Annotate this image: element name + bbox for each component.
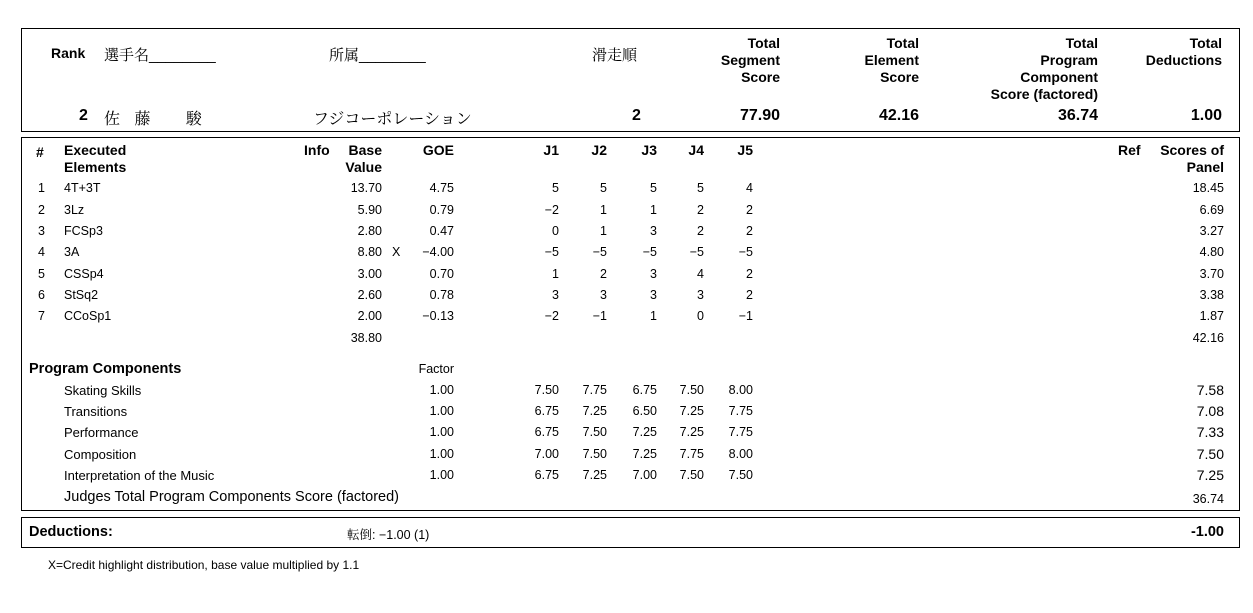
component-j3: 6.75 bbox=[632, 383, 657, 397]
element-num: 1 bbox=[38, 181, 45, 195]
element-j4: 3 bbox=[697, 288, 704, 302]
element-j2: −5 bbox=[592, 245, 607, 259]
component-j2: 7.25 bbox=[582, 468, 607, 482]
component-j3: 7.00 bbox=[632, 468, 657, 482]
element-j5: −5 bbox=[738, 245, 753, 259]
element-j5: 2 bbox=[746, 288, 753, 302]
element-name: CCoSp1 bbox=[64, 309, 112, 323]
element-j4: 2 bbox=[697, 203, 704, 217]
deductions-label: Total Deductions bbox=[1145, 35, 1222, 68]
skater-name: 佐 藤 駿 bbox=[104, 111, 207, 128]
element-j2: 1 bbox=[600, 224, 607, 238]
col-j5-header: J5 bbox=[737, 142, 753, 158]
element-num: 2 bbox=[38, 203, 45, 217]
element-j3: 3 bbox=[650, 288, 657, 302]
deductions-value: 1.00 bbox=[1190, 107, 1222, 124]
component-name: Performance bbox=[64, 425, 139, 440]
element-goe: −0.13 bbox=[422, 309, 454, 323]
col-goe-header: GOE bbox=[422, 142, 454, 158]
component-j5: 7.75 bbox=[728, 404, 753, 418]
element-panel-score: 3.27 bbox=[1199, 224, 1224, 238]
tes-value: 42.16 bbox=[878, 107, 919, 124]
element-goe: −4.00 bbox=[422, 245, 454, 259]
element-num: 3 bbox=[38, 224, 45, 238]
component-score: 7.58 bbox=[1196, 382, 1224, 398]
components-total-label: Judges Total Program Components Score (factored) bbox=[64, 489, 400, 505]
component-j4: 7.50 bbox=[679, 468, 704, 482]
component-j3: 7.25 bbox=[632, 425, 657, 439]
element-j2: 3 bbox=[600, 288, 607, 302]
element-j4: 2 bbox=[697, 224, 704, 238]
club-name: フジコーポレーション bbox=[313, 111, 472, 128]
element-j1: 3 bbox=[552, 288, 559, 302]
element-j3: 3 bbox=[650, 224, 657, 238]
col-j3-header: J3 bbox=[641, 142, 657, 158]
elements-panel-total: 42.16 bbox=[1192, 331, 1224, 345]
component-name: Skating Skills bbox=[64, 383, 142, 398]
element-num: 6 bbox=[38, 288, 45, 302]
component-factor: 1.00 bbox=[429, 468, 454, 482]
component-j1: 7.00 bbox=[534, 447, 559, 461]
element-name: 3A bbox=[64, 245, 80, 259]
component-j4: 7.50 bbox=[679, 383, 704, 397]
component-j4: 7.25 bbox=[679, 425, 704, 439]
element-j5: 2 bbox=[746, 267, 753, 281]
element-j5: 4 bbox=[746, 181, 753, 195]
element-x-mark: X bbox=[392, 245, 401, 259]
element-j1: −2 bbox=[544, 203, 559, 217]
col-num-header: # bbox=[36, 144, 44, 160]
element-base: 13.70 bbox=[350, 181, 382, 195]
element-goe: 0.70 bbox=[429, 267, 454, 281]
element-num: 7 bbox=[38, 309, 45, 323]
element-j4: −5 bbox=[689, 245, 704, 259]
component-j5: 7.50 bbox=[728, 468, 753, 482]
component-j4: 7.75 bbox=[679, 447, 704, 461]
program-components-title: Program Components bbox=[29, 361, 182, 377]
rank-value: 2 bbox=[79, 107, 88, 124]
element-j3: 3 bbox=[650, 267, 657, 281]
element-goe: 0.47 bbox=[429, 224, 454, 238]
element-panel-score: 18.45 bbox=[1192, 181, 1224, 195]
element-base: 5.90 bbox=[357, 203, 382, 217]
col-info-header: Info bbox=[304, 142, 330, 158]
element-goe: 0.79 bbox=[429, 203, 454, 217]
component-name: Composition bbox=[64, 447, 137, 462]
component-score: 7.25 bbox=[1196, 467, 1224, 483]
component-name: Transitions bbox=[64, 404, 128, 419]
element-j1: 1 bbox=[552, 267, 559, 281]
element-base: 2.00 bbox=[357, 309, 382, 323]
element-goe: 4.75 bbox=[429, 181, 454, 195]
component-score: 7.33 bbox=[1196, 424, 1224, 440]
component-j5: 8.00 bbox=[728, 383, 753, 397]
rank-label: Rank bbox=[51, 45, 86, 61]
component-score: 7.50 bbox=[1196, 446, 1224, 462]
start-order-value: 2 bbox=[632, 107, 641, 124]
component-j4: 7.25 bbox=[679, 404, 704, 418]
tss-value: 77.90 bbox=[739, 107, 780, 124]
element-name: 4T+3T bbox=[64, 181, 101, 195]
element-base: 2.80 bbox=[357, 224, 382, 238]
component-j2: 7.25 bbox=[582, 404, 607, 418]
col-j2-header: J2 bbox=[591, 142, 607, 158]
component-score: 7.08 bbox=[1196, 403, 1224, 419]
element-name: 3Lz bbox=[64, 203, 85, 217]
component-j2: 7.75 bbox=[582, 383, 607, 397]
components-total-value: 36.74 bbox=[1192, 492, 1224, 506]
col-panel-header: Scores of Panel bbox=[1160, 142, 1224, 175]
club-label: 所属________ bbox=[329, 47, 426, 64]
element-j1: 0 bbox=[552, 224, 559, 238]
element-j4: 4 bbox=[697, 267, 704, 281]
component-factor: 1.00 bbox=[429, 447, 454, 461]
element-j5: 2 bbox=[746, 203, 753, 217]
component-j3: 7.25 bbox=[632, 447, 657, 461]
element-num: 4 bbox=[38, 245, 45, 259]
element-j1: 5 bbox=[552, 181, 559, 195]
element-name: FCSp3 bbox=[64, 224, 103, 238]
element-j2: −1 bbox=[592, 309, 607, 323]
pcs-value: 36.74 bbox=[1057, 107, 1098, 124]
element-base: 8.80 bbox=[357, 245, 382, 259]
element-j3: 1 bbox=[650, 309, 657, 323]
col-elements-header: Executed Elements bbox=[64, 142, 127, 175]
element-goe: 0.78 bbox=[429, 288, 454, 302]
col-j4-header: J4 bbox=[688, 142, 704, 158]
element-j2: 1 bbox=[600, 203, 607, 217]
deductions-box bbox=[21, 517, 1240, 548]
component-j1: 6.75 bbox=[534, 425, 559, 439]
name-label: 選手名________ bbox=[104, 47, 216, 64]
footnote: X=Credit highlight distribution, base value multiplied by 1.1 bbox=[48, 558, 360, 572]
element-panel-score: 3.70 bbox=[1199, 267, 1224, 281]
col-j1-header: J1 bbox=[543, 142, 559, 158]
tes-label: Total Element Score bbox=[864, 35, 919, 85]
deductions-title: Deductions: bbox=[29, 524, 113, 540]
factor-header: Factor bbox=[418, 362, 454, 376]
element-name: StSq2 bbox=[64, 288, 99, 302]
element-j4: 0 bbox=[697, 309, 704, 323]
element-j3: 1 bbox=[650, 203, 657, 217]
element-j1: −5 bbox=[544, 245, 559, 259]
element-panel-score: 6.69 bbox=[1199, 203, 1224, 217]
deductions-detail: 転倒: −1.00 (1) bbox=[347, 528, 430, 542]
deductions-total: -1.00 bbox=[1190, 524, 1224, 540]
component-j1: 7.50 bbox=[534, 383, 559, 397]
element-j3: −5 bbox=[642, 245, 657, 259]
element-j4: 5 bbox=[697, 181, 704, 195]
element-base: 3.00 bbox=[357, 267, 382, 281]
component-factor: 1.00 bbox=[429, 425, 454, 439]
col-base-header: Base Value bbox=[345, 142, 382, 175]
element-j1: −2 bbox=[544, 309, 559, 323]
element-panel-score: 3.38 bbox=[1199, 288, 1224, 302]
element-j3: 5 bbox=[650, 181, 657, 195]
order-label: 滑走順 bbox=[592, 47, 638, 64]
component-j1: 6.75 bbox=[534, 468, 559, 482]
component-j1: 6.75 bbox=[534, 404, 559, 418]
component-j5: 7.75 bbox=[728, 425, 753, 439]
component-j2: 7.50 bbox=[582, 447, 607, 461]
element-j5: −1 bbox=[738, 309, 753, 323]
element-panel-score: 1.87 bbox=[1199, 309, 1224, 323]
element-name: CSSp4 bbox=[64, 267, 104, 281]
component-j5: 8.00 bbox=[728, 447, 753, 461]
component-name: Interpretation of the Music bbox=[64, 468, 215, 483]
element-j2: 5 bbox=[600, 181, 607, 195]
component-j2: 7.50 bbox=[582, 425, 607, 439]
component-j3: 6.50 bbox=[632, 404, 657, 418]
element-j2: 2 bbox=[600, 267, 607, 281]
base-value-total: 38.80 bbox=[350, 331, 382, 345]
tss-label: Total Segment Score bbox=[720, 35, 780, 85]
component-factor: 1.00 bbox=[429, 404, 454, 418]
component-factor: 1.00 bbox=[429, 383, 454, 397]
element-panel-score: 4.80 bbox=[1199, 245, 1224, 259]
col-ref-header: Ref bbox=[1118, 142, 1141, 158]
element-j5: 2 bbox=[746, 224, 753, 238]
element-base: 2.60 bbox=[357, 288, 382, 302]
element-num: 5 bbox=[38, 267, 45, 281]
pcs-label: Total Program Component Score (factored) bbox=[990, 35, 1098, 102]
